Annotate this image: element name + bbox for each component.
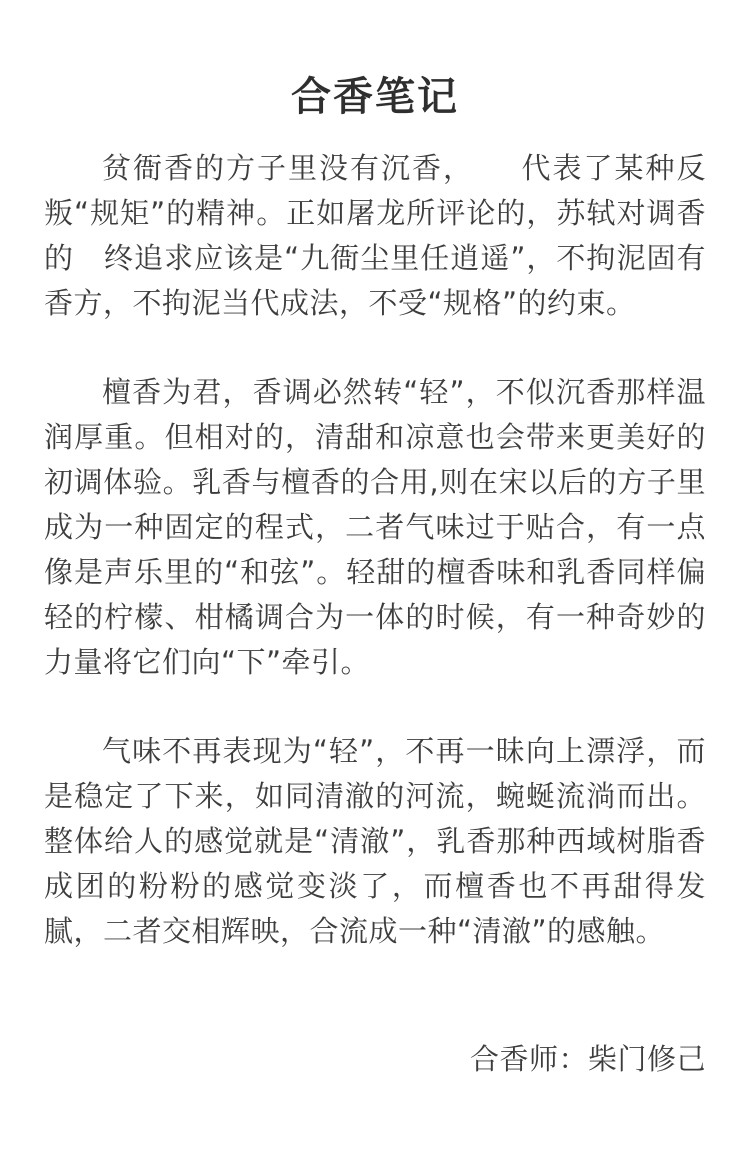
page-title: 合香笔记 <box>291 72 459 120</box>
article-body <box>44 146 706 998</box>
paragraph: 气味不再表现为“轻”，不再一昧向上漂浮，而是稳定了下来，如同清澈的河流，蜿蜒流淌而出。整体给人的感觉就是“清澈”，乳香那种西域树脂香成团的粉粉的感觉变淡了，而檀香也不再甜得发腻，二者交相辉映，合流成一种“清澈”的感触。 <box>44 734 706 948</box>
paragraph: 贫衙香的方子里没有沉香， 代表了某种反叛“规矩”的精神。正如屠龙所评论的，苏轼对调香的 终追求应该是“九衙尘里任逍遥”，不拘泥固有香方，不拘泥当代成法，不受“规格”的约束。 <box>44 151 706 320</box>
author-signature: 合香师：柴门修己 <box>469 1042 706 1076</box>
paragraph: 檀香为君，香调必然转“轻”，不似沉香那样温润厚重。但相对的，清甜和凉意也会带来更美好的初调体验。乳香与檀香的合用,则在宋以后的方子里成为一种固定的程式，二者气味过于贴合，有一点像是声乐里的“和弦”。轻甜的檀香味和乳香同样偏轻的柠檬、柑橘调合为一体的时候，有一种奇妙的力量将它们向“下”牵引。 <box>44 375 706 679</box>
